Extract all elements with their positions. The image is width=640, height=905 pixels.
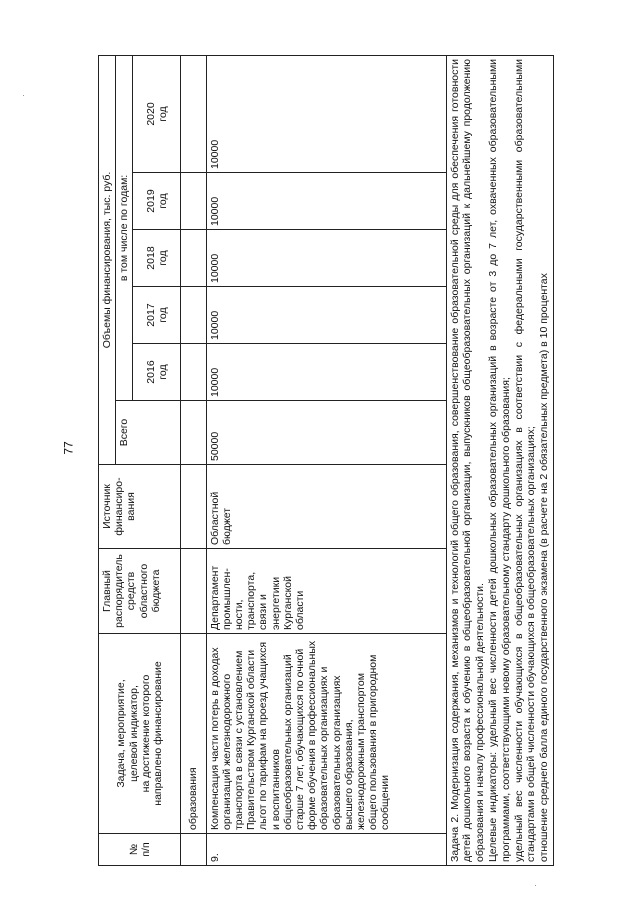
row-2019: 10000 bbox=[206, 173, 446, 230]
empty-cell bbox=[181, 287, 206, 344]
row-source: Областной бюджет bbox=[206, 465, 446, 549]
header-source: Источник финансиро- вания bbox=[99, 465, 181, 549]
header-by-years: в том числе по годам: bbox=[116, 55, 133, 400]
row-2016: 10000 bbox=[206, 344, 446, 401]
header-year-2020: 2020 год bbox=[133, 55, 181, 172]
header-year-2016: 2016 год bbox=[133, 344, 181, 401]
row-2017: 10000 bbox=[206, 287, 446, 344]
empty-cell bbox=[181, 55, 206, 172]
header-volumes: Объемы финансирования, тыс. руб. bbox=[99, 55, 116, 464]
rotated-table-container bbox=[98, 56, 608, 866]
empty-cell bbox=[181, 549, 206, 634]
header-distributor: Главный распорядитель средств областного бюджета bbox=[99, 549, 181, 634]
row-num: 9. bbox=[206, 834, 446, 866]
header-year-2019: 2019 год bbox=[133, 173, 181, 230]
header-task: Задача, мероприятие, целевой индикатор, на достижение которого направлено финансирование bbox=[99, 634, 181, 834]
empty-cell bbox=[181, 344, 206, 401]
section-num-cell bbox=[181, 834, 206, 866]
empty-cell bbox=[181, 465, 206, 549]
table-row bbox=[206, 55, 446, 865]
header-total: Всего bbox=[116, 401, 181, 465]
row-task: Компенсация части потерь в доходах организаций железнодорожного транспорта в связи с установлением Правительством Курганской области льгот по тарифам на проезд учащихся и воспитанников общеобразовательных организаций старше 7 лет, обучающихся по очной форме обучения в профессиональных образовательных организациях и образовательных организациях высшего образования, железнодорожным транспортом общего пользования в пригородном сообщении bbox=[206, 634, 446, 834]
header-year-2017: 2017 год bbox=[133, 287, 181, 344]
row-2018: 10000 bbox=[206, 230, 446, 287]
header-num: № п/п bbox=[99, 834, 181, 866]
section-label: образования bbox=[181, 634, 206, 834]
row-2020: 10000 bbox=[206, 55, 446, 172]
financing-table bbox=[98, 55, 554, 866]
task-2-text: Задача 2. Модернизация содержания, механизмов и технологий общего образования, совершенствование образовательной среды для обеспечения готовности детей дошкольного возраста к обучению в общеобразовательной организации, выпускников общеобразовательных организаций к дальнейшему продолжению образования и началу профессиональной деятельности. Целевые индикаторы: удельный вес численности детей дошкольных образовательных организаций в возрасте от 3 до 7 лет, охваченных образовательными программами, соответствующими новому образовательному стандарту дошкольного образования; удельный вес численности обучающихся в общеобразовательных организациях в соответствии с федеральными государственными образовательными стандартами в общей численности обучающихся в общеобразовательных организациях; отношение среднего балла единого государственного экзамена (в расчете на 2 обязательных предмета) в 10 процентах bbox=[446, 55, 553, 865]
scan-speck: · bbox=[534, 880, 537, 890]
row-distributor: Департамент промышлен-ности, транспорта, связи и энергетики Курганской области bbox=[206, 549, 446, 634]
empty-cell bbox=[181, 230, 206, 287]
empty-cell bbox=[181, 173, 206, 230]
header-year-2018: 2018 год bbox=[133, 230, 181, 287]
row-total: 50000 bbox=[206, 401, 446, 465]
page-number: 77 bbox=[61, 441, 76, 455]
scan-speck: · bbox=[22, 90, 25, 100]
empty-cell bbox=[181, 401, 206, 465]
